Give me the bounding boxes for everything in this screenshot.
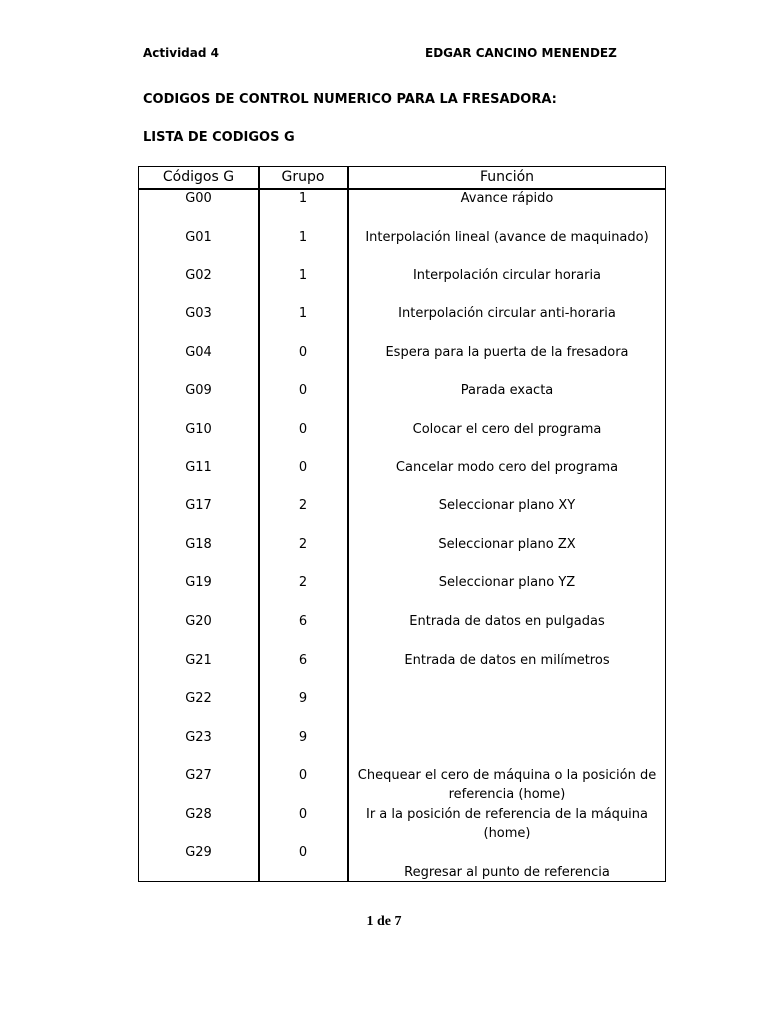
document-title: CODIGOS DE CONTROL NUMERICO PARA LA FRESADORA: (143, 92, 557, 107)
cell-function: Parada exacta (460, 383, 554, 398)
column-header-function: Función (479, 169, 535, 185)
column-header-group: Grupo (281, 169, 325, 185)
cell-function: Colocar el cero del programa (412, 422, 602, 437)
cell-code: G20 (185, 614, 212, 629)
page-number: 1 de 7 (366, 914, 402, 929)
cell-code: G18 (185, 537, 212, 552)
cell-code: G19 (185, 575, 212, 590)
cell-group: 1 (298, 306, 308, 321)
cell-group: 2 (298, 575, 308, 590)
cell-group: 6 (298, 614, 308, 629)
cell-group: 2 (298, 498, 308, 513)
cell-function: Seleccionar plano YZ (438, 575, 576, 590)
cell-function: Seleccionar plano ZX (438, 537, 576, 552)
cell-group: 0 (298, 845, 308, 860)
cell-function: Espera para la puerta de la fresadora (385, 345, 629, 360)
cell-function: Regresar al punto de referencia (404, 865, 610, 880)
cell-group: 0 (298, 768, 308, 783)
cell-code: G01 (185, 230, 212, 245)
cell-function: Ir a la posición de referencia de la máquina (home) (366, 807, 648, 841)
cell-group: 0 (298, 383, 308, 398)
cell-code: G21 (185, 653, 212, 668)
column-header-code: Códigos G (162, 169, 235, 185)
cell-code: G22 (185, 691, 212, 706)
cell-function: Interpolación circular anti-horaria (398, 306, 616, 321)
cell-code: G02 (185, 268, 212, 283)
section-title: LISTA DE CODIGOS G (143, 130, 295, 145)
cell-group: 6 (298, 653, 308, 668)
cell-group: 1 (298, 268, 308, 283)
cell-group: 9 (298, 691, 308, 706)
cell-code: G04 (185, 345, 212, 360)
cell-group: 0 (298, 460, 308, 475)
cell-function: Seleccionar plano XY (438, 498, 576, 513)
cell-group: 0 (298, 422, 308, 437)
header-author: EDGAR CANCINO MENENDEZ (425, 46, 617, 60)
cell-group: 2 (298, 537, 308, 552)
cell-code: G10 (185, 422, 212, 437)
cell-code: G28 (185, 807, 212, 822)
cell-function: Interpolación circular horaria (412, 268, 602, 283)
cell-group: 0 (298, 807, 308, 822)
cell-code: G29 (185, 845, 212, 860)
cell-group: 0 (298, 345, 308, 360)
cell-function: Cancelar modo cero del programa (395, 460, 619, 475)
cell-code: G09 (185, 383, 212, 398)
cell-function: Interpolación lineal (avance de maquinado) (365, 230, 649, 245)
cell-code: G00 (185, 191, 212, 206)
cell-function: Chequear el cero de máquina o la posición de referencia (home) (357, 768, 657, 802)
cell-code: G03 (185, 306, 212, 321)
cell-function: Entrada de datos en milímetros (404, 653, 610, 668)
gcode-table (138, 166, 666, 882)
cell-group: 1 (298, 230, 308, 245)
cell-code: G27 (185, 768, 212, 783)
header-activity: Actividad 4 (143, 46, 219, 60)
cell-group: 1 (298, 191, 308, 206)
cell-group: 9 (298, 730, 308, 745)
cell-code: G11 (185, 460, 212, 475)
cell-function: Entrada de datos en pulgadas (409, 614, 605, 629)
cell-code: G23 (185, 730, 212, 745)
cell-function: Avance rápido (460, 191, 554, 206)
cell-code: G17 (185, 498, 212, 513)
